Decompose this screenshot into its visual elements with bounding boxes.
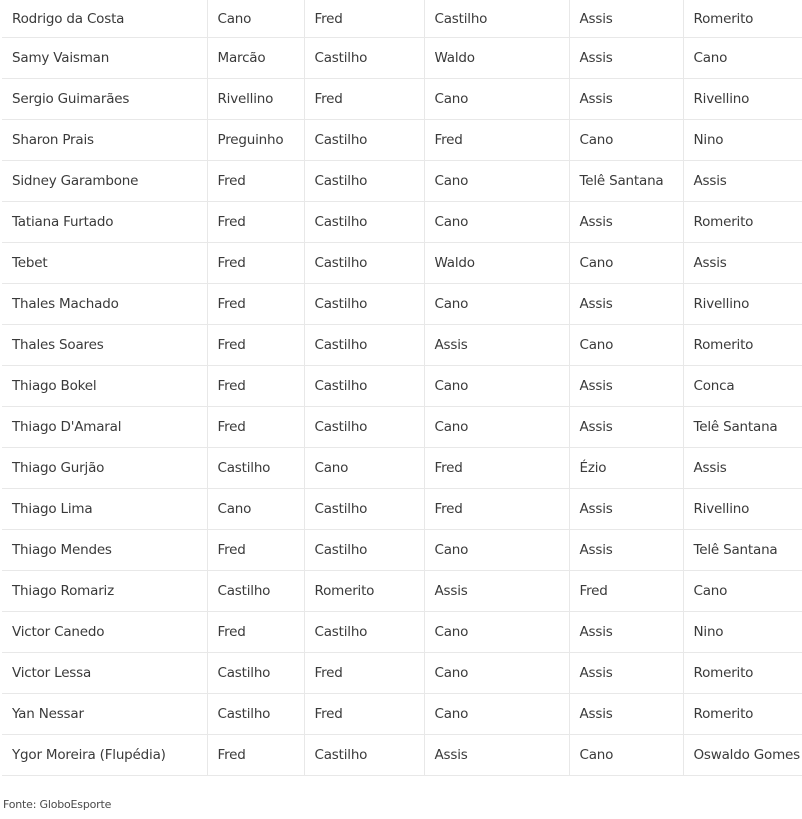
table-row — [2, 612, 802, 653]
pick-5-cell: Assis — [683, 448, 802, 489]
pick-4-cell: Assis — [569, 653, 683, 694]
pick-1-cell: Castilho — [207, 653, 304, 694]
pick-4-cell: Assis — [569, 612, 683, 653]
pick-3-cell: Cano — [424, 284, 569, 325]
pick-2-cell: Castilho — [304, 120, 424, 161]
pick-5-cell: Telê Santana — [683, 530, 802, 571]
pick-2-cell: Castilho — [304, 284, 424, 325]
pick-2-cell: Castilho — [304, 243, 424, 284]
pick-5-cell: Romerito — [683, 202, 802, 243]
pick-3-cell: Cano — [424, 612, 569, 653]
pick-2-cell: Castilho — [304, 161, 424, 202]
table-row — [2, 571, 802, 612]
pick-5-cell: Romerito — [683, 325, 802, 366]
pick-5-cell: Rivellino — [683, 284, 802, 325]
voter-name-cell: Samy Vaisman — [2, 38, 207, 79]
pick-1-cell: Preguinho — [207, 120, 304, 161]
voter-name-cell: Ygor Moreira (Flupédia) — [2, 735, 207, 776]
table-row — [2, 325, 802, 366]
table-row — [2, 407, 802, 448]
votes-table-body — [2, 0, 802, 776]
pick-3-cell: Cano — [424, 653, 569, 694]
pick-1-cell: Fred — [207, 325, 304, 366]
voter-name-cell: Sharon Prais — [2, 120, 207, 161]
pick-2-cell: Romerito — [304, 571, 424, 612]
table-row — [2, 161, 802, 202]
pick-4-cell: Cano — [569, 120, 683, 161]
pick-3-cell: Waldo — [424, 38, 569, 79]
pick-2-cell: Castilho — [304, 325, 424, 366]
pick-2-cell: Castilho — [304, 202, 424, 243]
table-row — [2, 120, 802, 161]
pick-2-cell: Fred — [304, 694, 424, 735]
pick-2-cell: Castilho — [304, 612, 424, 653]
pick-5-cell: Nino — [683, 612, 802, 653]
pick-2-cell: Castilho — [304, 735, 424, 776]
pick-4-cell: Fred — [569, 571, 683, 612]
voter-name-cell: Thiago Mendes — [2, 530, 207, 571]
pick-1-cell: Castilho — [207, 571, 304, 612]
pick-3-cell: Fred — [424, 489, 569, 530]
pick-4-cell: Assis — [569, 694, 683, 735]
table-row — [2, 530, 802, 571]
pick-4-cell: Cano — [569, 325, 683, 366]
pick-1-cell: Marcão — [207, 38, 304, 79]
pick-3-cell: Assis — [424, 735, 569, 776]
source-caption: Fonte: GloboEsporte — [3, 798, 112, 811]
pick-2-cell: Fred — [304, 0, 424, 38]
voter-name-cell: Tatiana Furtado — [2, 202, 207, 243]
pick-5-cell: Rivellino — [683, 79, 802, 120]
pick-1-cell: Fred — [207, 530, 304, 571]
voter-name-cell: Victor Lessa — [2, 653, 207, 694]
pick-3-cell: Waldo — [424, 243, 569, 284]
pick-1-cell: Fred — [207, 407, 304, 448]
table-row — [2, 694, 802, 735]
voter-name-cell: Thiago Lima — [2, 489, 207, 530]
pick-4-cell: Ézio — [569, 448, 683, 489]
pick-4-cell: Assis — [569, 407, 683, 448]
table-row — [2, 284, 802, 325]
pick-5-cell: Rivellino — [683, 489, 802, 530]
pick-2-cell: Castilho — [304, 38, 424, 79]
voter-name-cell: Tebet — [2, 243, 207, 284]
pick-4-cell: Telê Santana — [569, 161, 683, 202]
pick-2-cell: Cano — [304, 448, 424, 489]
table-row — [2, 366, 802, 407]
pick-1-cell: Fred — [207, 161, 304, 202]
pick-2-cell: Fred — [304, 653, 424, 694]
pick-5-cell: Romerito — [683, 694, 802, 735]
pick-1-cell: Castilho — [207, 694, 304, 735]
pick-3-cell: Cano — [424, 694, 569, 735]
pick-3-cell: Cano — [424, 202, 569, 243]
pick-4-cell: Assis — [569, 202, 683, 243]
voter-name-cell: Thiago Romariz — [2, 571, 207, 612]
pick-3-cell: Cano — [424, 366, 569, 407]
table-row — [2, 243, 802, 284]
pick-3-cell: Fred — [424, 120, 569, 161]
pick-1-cell: Fred — [207, 202, 304, 243]
pick-1-cell: Fred — [207, 735, 304, 776]
pick-4-cell: Assis — [569, 366, 683, 407]
pick-4-cell: Assis — [569, 530, 683, 571]
pick-1-cell: Rivellino — [207, 79, 304, 120]
pick-5-cell: Cano — [683, 571, 802, 612]
table-row — [2, 735, 802, 776]
voter-name-cell: Thales Soares — [2, 325, 207, 366]
pick-5-cell: Nino — [683, 120, 802, 161]
pick-1-cell: Cano — [207, 0, 304, 38]
pick-3-cell: Cano — [424, 407, 569, 448]
pick-5-cell: Assis — [683, 243, 802, 284]
pick-5-cell: Assis — [683, 161, 802, 202]
pick-1-cell: Fred — [207, 284, 304, 325]
pick-1-cell: Cano — [207, 489, 304, 530]
table-row — [2, 38, 802, 79]
pick-3-cell: Cano — [424, 161, 569, 202]
pick-5-cell: Conca — [683, 366, 802, 407]
voter-name-cell: Sergio Guimarães — [2, 79, 207, 120]
pick-4-cell: Cano — [569, 735, 683, 776]
pick-5-cell: Romerito — [683, 0, 802, 38]
voter-name-cell: Thiago Bokel — [2, 366, 207, 407]
voter-name-cell: Yan Nessar — [2, 694, 207, 735]
pick-2-cell: Castilho — [304, 530, 424, 571]
pick-4-cell: Assis — [569, 489, 683, 530]
pick-5-cell: Cano — [683, 38, 802, 79]
pick-3-cell: Castilho — [424, 0, 569, 38]
table-row — [2, 202, 802, 243]
pick-3-cell: Fred — [424, 448, 569, 489]
voter-name-cell: Rodrigo da Costa — [2, 0, 207, 38]
pick-4-cell: Cano — [569, 243, 683, 284]
pick-2-cell: Castilho — [304, 407, 424, 448]
table-row — [2, 489, 802, 530]
voter-name-cell: Thales Machado — [2, 284, 207, 325]
voter-name-cell: Sidney Garambone — [2, 161, 207, 202]
pick-4-cell: Assis — [569, 0, 683, 38]
table-row — [2, 79, 802, 120]
pick-2-cell: Fred — [304, 79, 424, 120]
pick-5-cell: Oswaldo Gomes — [683, 735, 802, 776]
pick-4-cell: Assis — [569, 284, 683, 325]
table-row — [2, 448, 802, 489]
pick-4-cell: Assis — [569, 38, 683, 79]
pick-3-cell: Cano — [424, 79, 569, 120]
voter-name-cell: Thiago Gurjão — [2, 448, 207, 489]
pick-5-cell: Romerito — [683, 653, 802, 694]
pick-2-cell: Castilho — [304, 489, 424, 530]
pick-1-cell: Fred — [207, 243, 304, 284]
table-row — [2, 653, 802, 694]
table-row — [2, 0, 802, 38]
pick-2-cell: Castilho — [304, 366, 424, 407]
pick-5-cell: Telê Santana — [683, 407, 802, 448]
votes-table — [2, 0, 802, 776]
pick-3-cell: Assis — [424, 325, 569, 366]
voter-name-cell: Victor Canedo — [2, 612, 207, 653]
voter-name-cell: Thiago D'Amaral — [2, 407, 207, 448]
pick-1-cell: Fred — [207, 612, 304, 653]
pick-3-cell: Cano — [424, 530, 569, 571]
pick-3-cell: Assis — [424, 571, 569, 612]
pick-1-cell: Fred — [207, 366, 304, 407]
pick-1-cell: Castilho — [207, 448, 304, 489]
pick-4-cell: Assis — [569, 79, 683, 120]
